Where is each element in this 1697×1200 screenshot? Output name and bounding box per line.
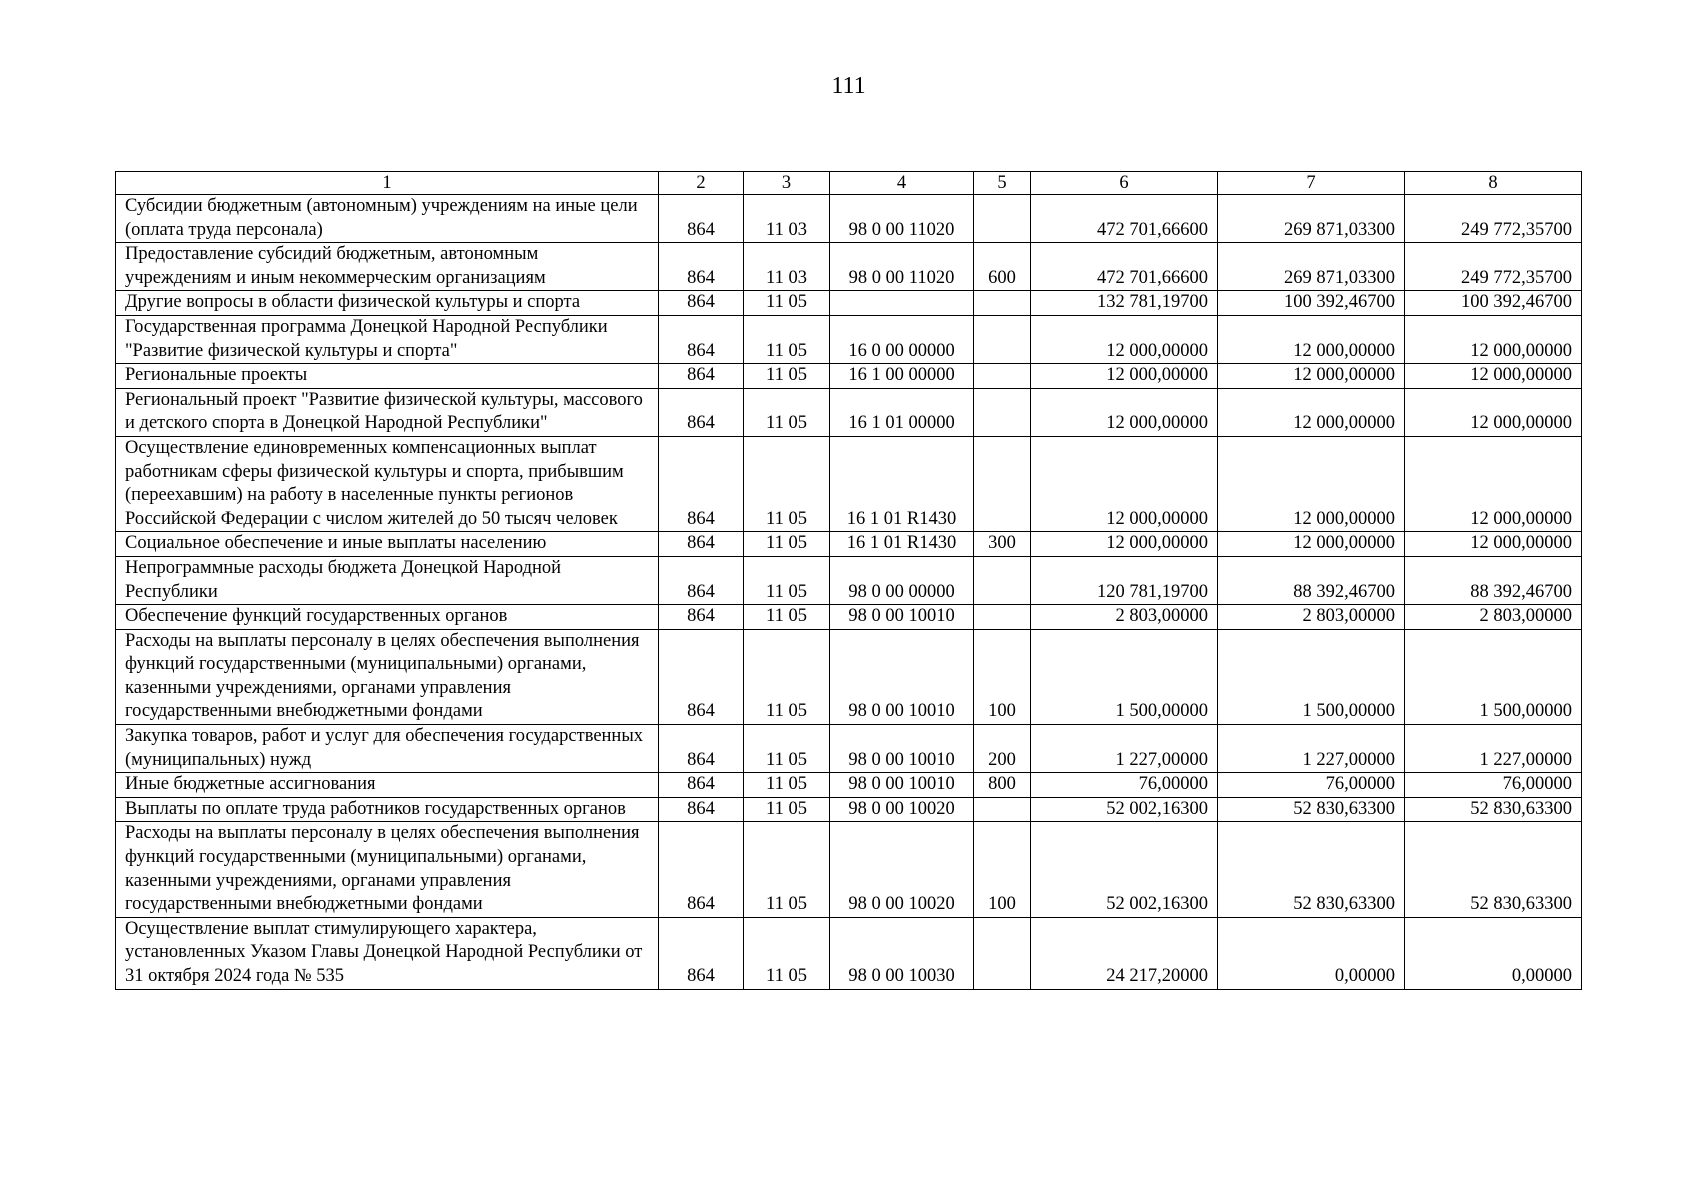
row-name: Иные бюджетные ассигнования [116, 773, 659, 798]
table-row [116, 822, 1582, 917]
row-ministry-code: 864 [659, 436, 744, 531]
row-expense-type [974, 917, 1031, 989]
row-ministry-code: 864 [659, 195, 744, 243]
row-amount-col7: 269 871,03300 [1218, 243, 1405, 291]
row-amount-col7: 12 000,00000 [1218, 532, 1405, 557]
row-ministry-code: 864 [659, 629, 744, 724]
row-name: Социальное обеспечение и иные выплаты населению [116, 532, 659, 557]
row-target-article: 16 0 00 00000 [830, 315, 974, 363]
row-section-code: 11 05 [744, 605, 830, 630]
table-row [116, 532, 1582, 557]
row-amount-col8: 76,00000 [1405, 773, 1582, 798]
row-ministry-code: 864 [659, 532, 744, 557]
row-amount-col6: 1 500,00000 [1031, 629, 1218, 724]
row-expense-type: 800 [974, 773, 1031, 798]
row-expense-type [974, 605, 1031, 630]
row-expense-type [974, 797, 1031, 822]
row-name: Региональные проекты [116, 364, 659, 389]
row-expense-type [974, 388, 1031, 436]
row-amount-col6: 472 701,66600 [1031, 195, 1218, 243]
row-amount-col6: 52 002,16300 [1031, 822, 1218, 917]
row-amount-col8: 100 392,46700 [1405, 291, 1582, 316]
row-amount-col7: 2 803,00000 [1218, 605, 1405, 630]
row-expense-type [974, 291, 1031, 316]
header-col-1: 1 [116, 172, 659, 195]
row-target-article: 98 0 00 10010 [830, 725, 974, 773]
row-amount-col7: 269 871,03300 [1218, 195, 1405, 243]
row-amount-col6: 132 781,19700 [1031, 291, 1218, 316]
row-amount-col7: 52 830,63300 [1218, 822, 1405, 917]
row-target-article: 98 0 00 10020 [830, 822, 974, 917]
row-ministry-code: 864 [659, 364, 744, 389]
row-amount-col8: 1 227,00000 [1405, 725, 1582, 773]
row-amount-col7: 88 392,46700 [1218, 556, 1405, 604]
row-target-article: 98 0 00 11020 [830, 243, 974, 291]
table-row [116, 917, 1582, 989]
row-amount-col8: 12 000,00000 [1405, 388, 1582, 436]
row-amount-col7: 1 227,00000 [1218, 725, 1405, 773]
row-name: Осуществление единовременных компенсационных выплат работникам сферы физической культуры и спорта, прибывшим (переехавшим) на работу в населенные пункты регионов Российской Федерации с числом жителей до 50 тысяч человек [116, 436, 659, 531]
row-expense-type: 300 [974, 532, 1031, 557]
row-name: Другие вопросы в области физической культуры и спорта [116, 291, 659, 316]
row-amount-col8: 1 500,00000 [1405, 629, 1582, 724]
table-row [116, 315, 1582, 363]
row-section-code: 11 05 [744, 436, 830, 531]
header-col-8: 8 [1405, 172, 1582, 195]
row-expense-type: 100 [974, 629, 1031, 724]
row-name: Субсидии бюджетным (автономным) учреждениям на иные цели (оплата труда персонала) [116, 195, 659, 243]
row-amount-col8: 52 830,63300 [1405, 797, 1582, 822]
row-name: Региональный проект "Развитие физической культуры, массового и детского спорта в Донецкой Народной Республики" [116, 388, 659, 436]
table-row [116, 725, 1582, 773]
header-col-3: 3 [744, 172, 830, 195]
table-row [116, 556, 1582, 604]
row-name: Выплаты по оплате труда работников государственных органов [116, 797, 659, 822]
row-amount-col6: 76,00000 [1031, 773, 1218, 798]
row-expense-type [974, 556, 1031, 604]
table-row [116, 291, 1582, 316]
row-target-article: 98 0 00 11020 [830, 195, 974, 243]
table-row [116, 388, 1582, 436]
row-amount-col6: 2 803,00000 [1031, 605, 1218, 630]
row-section-code: 11 05 [744, 556, 830, 604]
row-amount-col8: 12 000,00000 [1405, 315, 1582, 363]
row-target-article: 98 0 00 10010 [830, 773, 974, 798]
header-col-7: 7 [1218, 172, 1405, 195]
row-target-article: 98 0 00 00000 [830, 556, 974, 604]
row-section-code: 11 03 [744, 243, 830, 291]
row-target-article: 16 1 01 R1430 [830, 532, 974, 557]
row-section-code: 11 05 [744, 797, 830, 822]
table-row [116, 797, 1582, 822]
row-ministry-code: 864 [659, 725, 744, 773]
row-section-code: 11 05 [744, 291, 830, 316]
row-target-article: 16 1 01 00000 [830, 388, 974, 436]
row-amount-col7: 76,00000 [1218, 773, 1405, 798]
row-section-code: 11 05 [744, 532, 830, 557]
row-amount-col7: 12 000,00000 [1218, 436, 1405, 531]
row-amount-col8: 12 000,00000 [1405, 436, 1582, 531]
row-amount-col6: 12 000,00000 [1031, 436, 1218, 531]
row-amount-col7: 12 000,00000 [1218, 388, 1405, 436]
row-expense-type: 200 [974, 725, 1031, 773]
row-ministry-code: 864 [659, 243, 744, 291]
row-ministry-code: 864 [659, 822, 744, 917]
table-row [116, 773, 1582, 798]
table-row [116, 195, 1582, 243]
row-target-article [830, 291, 974, 316]
table-row [116, 605, 1582, 630]
header-row [116, 172, 1582, 195]
row-amount-col7: 12 000,00000 [1218, 364, 1405, 389]
row-expense-type: 600 [974, 243, 1031, 291]
row-amount-col6: 24 217,20000 [1031, 917, 1218, 989]
row-amount-col8: 12 000,00000 [1405, 532, 1582, 557]
row-section-code: 11 05 [744, 388, 830, 436]
row-section-code: 11 05 [744, 364, 830, 389]
row-amount-col6: 12 000,00000 [1031, 315, 1218, 363]
row-ministry-code: 864 [659, 315, 744, 363]
row-ministry-code: 864 [659, 773, 744, 798]
row-amount-col7: 0,00000 [1218, 917, 1405, 989]
row-expense-type: 100 [974, 822, 1031, 917]
row-amount-col6: 12 000,00000 [1031, 532, 1218, 557]
row-expense-type [974, 195, 1031, 243]
row-section-code: 11 05 [744, 725, 830, 773]
table-row [116, 436, 1582, 531]
row-amount-col8: 2 803,00000 [1405, 605, 1582, 630]
budget-table [115, 171, 1582, 990]
row-amount-col6: 52 002,16300 [1031, 797, 1218, 822]
row-target-article: 98 0 00 10010 [830, 605, 974, 630]
row-target-article: 98 0 00 10010 [830, 629, 974, 724]
row-amount-col7: 12 000,00000 [1218, 315, 1405, 363]
row-expense-type [974, 436, 1031, 531]
row-name: Государственная программа Донецкой Народной Республики "Развитие физической культуры и спорта" [116, 315, 659, 363]
row-amount-col6: 120 781,19700 [1031, 556, 1218, 604]
row-target-article: 16 1 00 00000 [830, 364, 974, 389]
row-name: Расходы на выплаты персоналу в целях обеспечения выполнения функций государственными (муниципальными) органами, казенными учреждениями, органами управления государственными внебюджетными фондами [116, 822, 659, 917]
row-name: Непрограммные расходы бюджета Донецкой Народной Республики [116, 556, 659, 604]
row-section-code: 11 05 [744, 629, 830, 724]
row-ministry-code: 864 [659, 917, 744, 989]
table-row [116, 364, 1582, 389]
row-ministry-code: 864 [659, 797, 744, 822]
row-expense-type [974, 364, 1031, 389]
row-amount-col8: 249 772,35700 [1405, 243, 1582, 291]
row-ministry-code: 864 [659, 291, 744, 316]
row-section-code: 11 05 [744, 315, 830, 363]
row-expense-type [974, 315, 1031, 363]
table-row [116, 629, 1582, 724]
header-col-2: 2 [659, 172, 744, 195]
row-section-code: 11 05 [744, 917, 830, 989]
row-amount-col6: 12 000,00000 [1031, 388, 1218, 436]
header-col-4: 4 [830, 172, 974, 195]
row-name: Обеспечение функций государственных органов [116, 605, 659, 630]
row-amount-col7: 1 500,00000 [1218, 629, 1405, 724]
row-amount-col6: 472 701,66600 [1031, 243, 1218, 291]
row-amount-col6: 12 000,00000 [1031, 364, 1218, 389]
row-ministry-code: 864 [659, 388, 744, 436]
row-target-article: 98 0 00 10020 [830, 797, 974, 822]
row-name: Предоставление субсидий бюджетным, автономным учреждениям и иным некоммерческим организациям [116, 243, 659, 291]
row-amount-col8: 0,00000 [1405, 917, 1582, 989]
row-target-article: 98 0 00 10030 [830, 917, 974, 989]
table-row [116, 243, 1582, 291]
row-section-code: 11 05 [744, 822, 830, 917]
header-col-5: 5 [974, 172, 1031, 195]
row-amount-col7: 100 392,46700 [1218, 291, 1405, 316]
row-amount-col8: 12 000,00000 [1405, 364, 1582, 389]
row-section-code: 11 03 [744, 195, 830, 243]
row-amount-col8: 52 830,63300 [1405, 822, 1582, 917]
header-col-6: 6 [1031, 172, 1218, 195]
row-section-code: 11 05 [744, 773, 830, 798]
row-target-article: 16 1 01 R1430 [830, 436, 974, 531]
row-amount-col6: 1 227,00000 [1031, 725, 1218, 773]
page-number: 111 [831, 73, 866, 99]
row-amount-col8: 88 392,46700 [1405, 556, 1582, 604]
row-amount-col7: 52 830,63300 [1218, 797, 1405, 822]
row-ministry-code: 864 [659, 556, 744, 604]
row-ministry-code: 864 [659, 605, 744, 630]
row-name: Расходы на выплаты персоналу в целях обеспечения выполнения функций государственными (муниципальными) органами, казенными учреждениями, органами управления государственными внебюджетными фондами [116, 629, 659, 724]
row-name: Закупка товаров, работ и услуг для обеспечения государственных (муниципальных) нужд [116, 725, 659, 773]
row-amount-col8: 249 772,35700 [1405, 195, 1582, 243]
row-name: Осуществление выплат стимулирующего характера, установленных Указом Главы Донецкой Народной Республики от 31 октября 2024 года № 535 [116, 917, 659, 989]
